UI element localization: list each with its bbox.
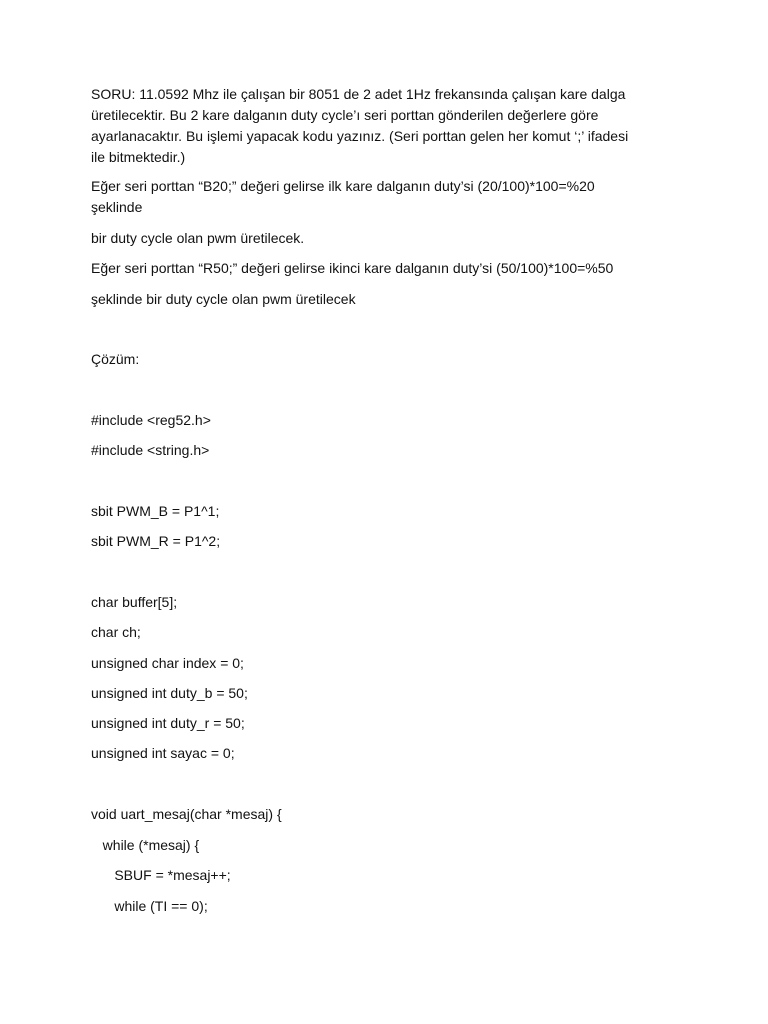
question-line-1: SORU: 11.0592 Mhz ile çalışan bir 8051 de 2 adet 1Hz frekansında çalışan kare dalga (91, 86, 626, 102)
code-include-reg: #include <reg52.h> (91, 412, 211, 428)
code-sbit-pwm-r: sbit PWM_R = P1^2; (91, 533, 221, 549)
code-decl-ch: char ch; (91, 624, 141, 640)
code-decl-sayac: unsigned int sayac = 0; (91, 745, 235, 761)
rule-b-line-1: Eğer seri porttan “B20;” değeri gelirse ilk kare dalganın duty’si (20/100)*100=%20 (91, 178, 595, 194)
code-include-string: #include <string.h> (91, 442, 210, 458)
rule-r-line-1: Eğer seri porttan “R50;” değeri gelirse ikinci kare dalganın duty’si (50/100)*100=%50 (91, 260, 614, 276)
question-line-4: ile bitmektedir.) (91, 149, 186, 165)
code-decl-buffer: char buffer[5]; (91, 594, 178, 610)
code-decl-duty-b: unsigned int duty_b = 50; (91, 685, 248, 701)
rule-r-line-2: şeklinde bir duty cycle olan pwm üretilecek (91, 291, 356, 307)
code-decl-duty-r: unsigned int duty_r = 50; (91, 715, 245, 731)
code-while-open: while (*mesaj) { (91, 837, 200, 853)
solution-label: Çözüm: (91, 351, 140, 367)
code-sbit-pwm-b: sbit PWM_B = P1^1; (91, 503, 220, 519)
rule-b-line-2: şeklinde (91, 199, 143, 215)
rule-b-line-3: bir duty cycle olan pwm üretilecek. (91, 230, 305, 246)
code-decl-index: unsigned char index = 0; (91, 655, 244, 671)
code-sbuf-line: SBUF = *mesaj++; (91, 867, 231, 883)
question-line-2: üretilecektir. Bu 2 kare dalganın duty cycle’ı seri porttan gönderilen değerlere göre (91, 107, 599, 123)
code-func-signature: void uart_mesaj(char *mesaj) { (91, 806, 282, 822)
code-while-ti: while (TI == 0); (91, 898, 208, 914)
question-line-3: ayarlanacaktır. Bu işlemi yapacak kodu yazınız. (Seri porttan gelen her komut ‘;’ ifadesi (91, 128, 629, 144)
